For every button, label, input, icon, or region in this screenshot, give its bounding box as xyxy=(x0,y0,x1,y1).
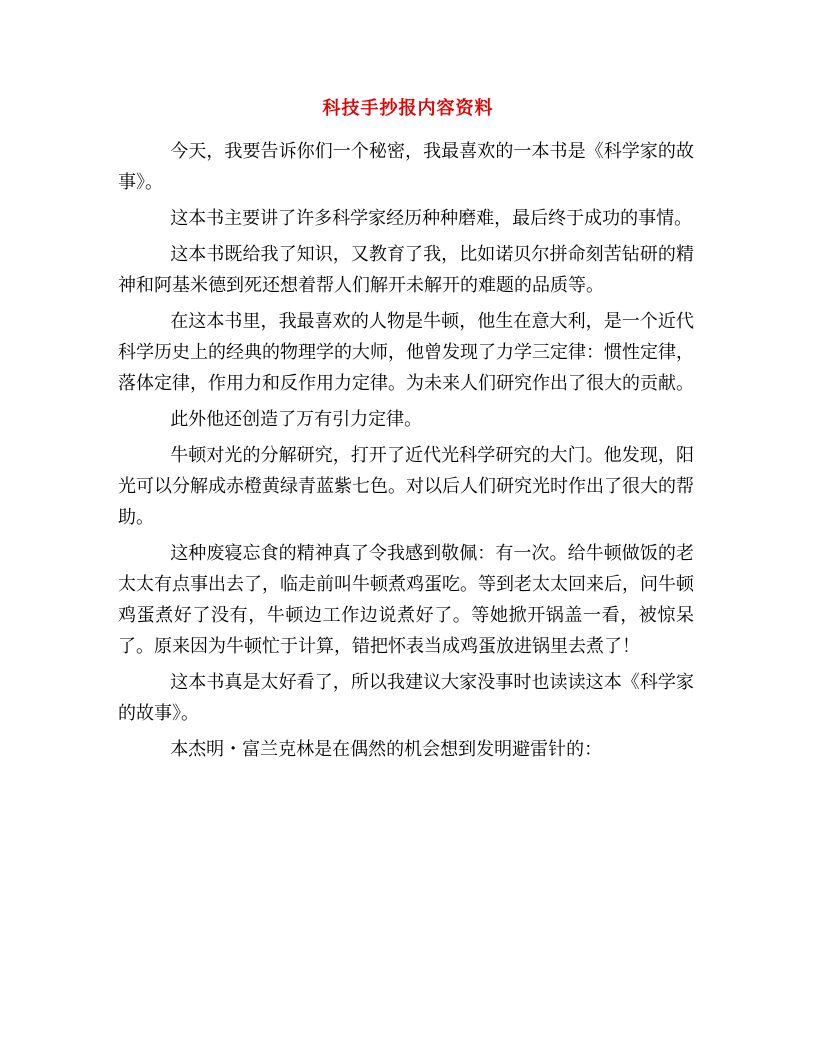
paragraph-4: 在这本书里，我最喜欢的人物是牛顿，他生在意大利，是一个近代科学历史上的经典的物理学的大师，他曾发现了力学三定律：惯性定律，落体定律，作用力和反作用力定律。为未来人们研究作出了很大的贡献。 xyxy=(118,311,694,394)
paragraph-7: 这种废寝忘食的精神真了令我感到敬佩：有一次。给牛顿做饭的老太太有点事出去了，临走前叫牛顿煮鸡蛋吃。等到老太太回来后，问牛顿鸡蛋煮好了没有，牛顿边工作边说煮好了。等她掀开锅盖一看，被惊呆了。原来因为牛顿忙于计算，错把怀表当成鸡蛋放进锅里去煮了！ xyxy=(118,543,694,657)
document-body xyxy=(118,136,694,770)
paragraph-3: 这本书既给我了知识，又教育了我，比如诺贝尔拼命刻苦钻研的精神和阿基米德到死还想着帮人们解开未解开的难题的品质等。 xyxy=(118,244,694,296)
paragraph-1: 今天，我要告诉你们一个秘密，我最喜欢的一本书是《科学家的故事》。 xyxy=(118,141,694,193)
paragraph-5: 此外他还创造了万有引力定律。 xyxy=(170,409,423,430)
document-title: 科技手抄报内容资料 xyxy=(322,98,494,119)
paragraph-6: 牛顿对光的分解研究，打开了近代光科学研究的大门。他发现，阳光可以分解成赤橙黄绿青蓝紫七色。对以后人们研究光时作出了很大的帮助。 xyxy=(118,445,694,528)
paragraph-2: 这本书主要讲了许多科学家经历种种磨难，最后终于成功的事情。 xyxy=(170,208,693,229)
paragraph-8: 这本书真是太好看了，所以我建议大家没事时也读读这本《科学家的故事》。 xyxy=(118,672,694,724)
paragraph-9: 本杰明・富兰克林是在偶然的机会想到发明避雷针的： xyxy=(170,739,603,760)
